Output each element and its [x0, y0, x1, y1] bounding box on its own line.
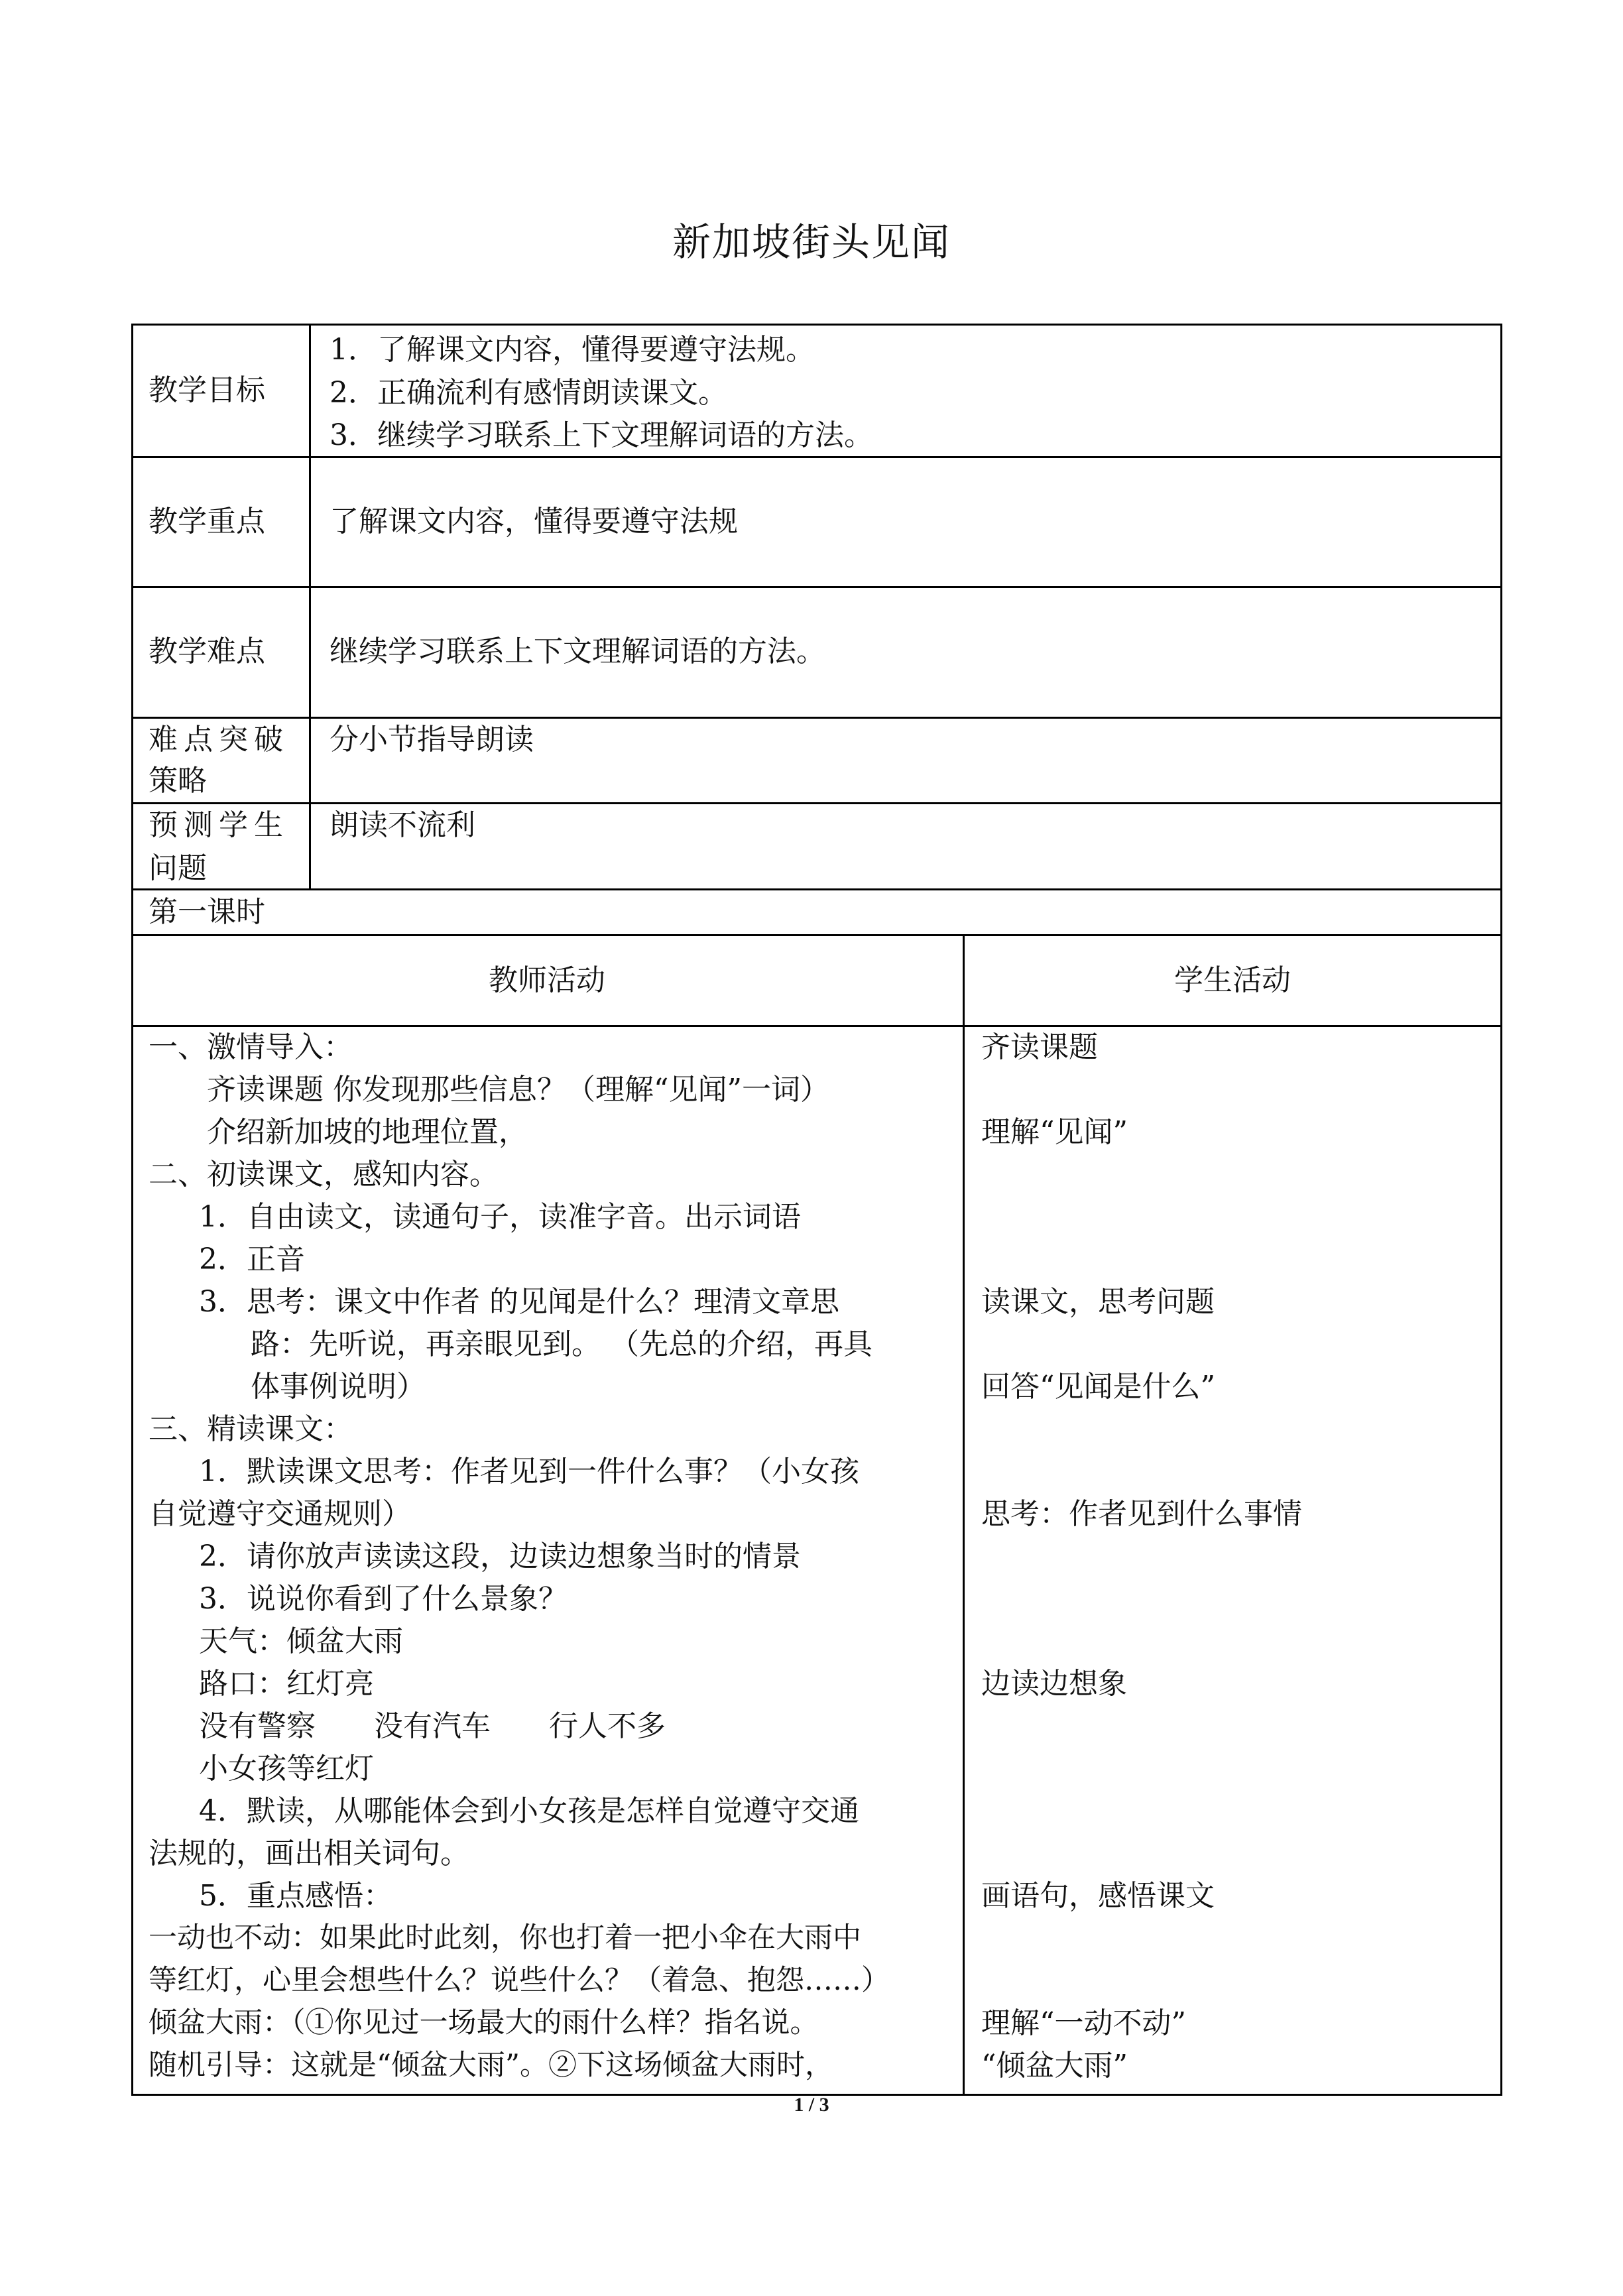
predict-content: 朗读不流利 [330, 808, 475, 842]
key-content: 了解课文内容，懂得要遵守法规 [330, 505, 738, 538]
goal-item: 1．了解课文内容，懂得要遵守法规。 [330, 333, 815, 367]
teacher-line: 随机引导：这就是“倾盆大雨”。②下这场倾盆大雨时， [149, 2049, 833, 2082]
teacher-line: 小女孩等红灯 [199, 1752, 374, 1785]
predict-label-cont: 问题 [149, 851, 207, 885]
student-line: “倾盆大雨” [981, 2049, 1128, 2083]
teacher-line: 齐读课题 你发现那些信息？（理解“见闻”一词） [207, 1073, 829, 1107]
teacher-line: 介绍新加坡的地理位置， [207, 1115, 528, 1149]
teacher-line: 3．思考：课文中作者 的见闻是什么？理清文章思 [199, 1285, 839, 1319]
teacher-line: 5．重点感悟： [199, 1879, 392, 1913]
teacher-line: 2．请你放声读读这段，边读边想象当时的情景 [199, 1540, 801, 1573]
page-number: 1 / 3 [794, 2094, 829, 2116]
teacher-line: 1．自由读文，读通句子，读准字音。出示词语 [199, 1200, 801, 1234]
strategy-label: 难点突破 [149, 723, 289, 756]
goal-item: 2．正确流利有感情朗读课文。 [330, 376, 727, 410]
teacher-line: 自觉遵守交通规则） [149, 1497, 411, 1531]
strategy-content: 分小节指导朗读 [330, 723, 534, 756]
student-line: 回答“见闻是什么” [981, 1370, 1215, 1404]
teacher-line: 一、激情导入： [149, 1030, 353, 1064]
predict-label: 预测学生 [149, 808, 289, 842]
teacher-line: 路口：红灯亮 [199, 1667, 374, 1701]
student-line: 理解“见闻” [981, 1115, 1128, 1149]
document-title: 新加坡街头见闻 [672, 219, 951, 265]
difficulty-label: 教学难点 [149, 634, 265, 668]
goals-label: 教学目标 [149, 373, 265, 407]
teacher-activity-header: 教师活动 [489, 963, 605, 997]
student-line: 边读边想象 [981, 1667, 1127, 1701]
teacher-line: 倾盆大雨：（①你见过一场最大的雨什么样？指名说。 [149, 2006, 819, 2039]
goal-item: 3．继续学习联系上下文理解词语的方法。 [330, 418, 873, 452]
teacher-line: 二、初读课文，感知内容。 [149, 1158, 499, 1191]
teacher-line: 1．默读课文思考：作者见到一件什么事？（小女孩 [199, 1455, 859, 1488]
teacher-line: 体事例说明） [251, 1370, 426, 1404]
lesson-label: 第一课时 [149, 895, 265, 929]
teacher-line: 4．默读，从哪能体会到小女孩是怎样自觉遵守交通 [199, 1794, 859, 1828]
key-label: 教学重点 [149, 505, 265, 538]
student-line: 画语句，感悟课文 [981, 1879, 1215, 1913]
teacher-line: 等红灯，心里会想些什么？说些什么？（着急、抱怨……） [149, 1964, 890, 1997]
student-line: 理解“一动不动” [981, 2006, 1186, 2040]
teacher-line: 3．说说你看到了什么景象？ [199, 1582, 568, 1616]
student-activity-header: 学生活动 [1174, 963, 1291, 997]
student-line: 齐读课题 [981, 1030, 1098, 1064]
teacher-line: 路：先听说，再亲眼见到。 （先总的介绍，再具 [251, 1327, 872, 1361]
teacher-line: 2．正音 [199, 1242, 305, 1276]
difficulty-content: 继续学习联系上下文理解词语的方法。 [330, 634, 825, 668]
teacher-line: 没有警察 没有汽车 行人不多 [199, 1709, 666, 1743]
teacher-line: 法规的，画出相关词句。 [149, 1837, 469, 1870]
teacher-line: 三、精读课文： [149, 1412, 353, 1446]
teacher-line: 天气：倾盆大雨 [199, 1624, 403, 1658]
strategy-label-cont: 策略 [149, 764, 207, 798]
teacher-line: 一动也不动：如果此时此刻，你也打着一把小伞在大雨中 [149, 1921, 861, 1955]
student-line: 读课文，思考问题 [981, 1285, 1215, 1319]
student-line: 思考：作者见到什么事情 [981, 1497, 1302, 1531]
